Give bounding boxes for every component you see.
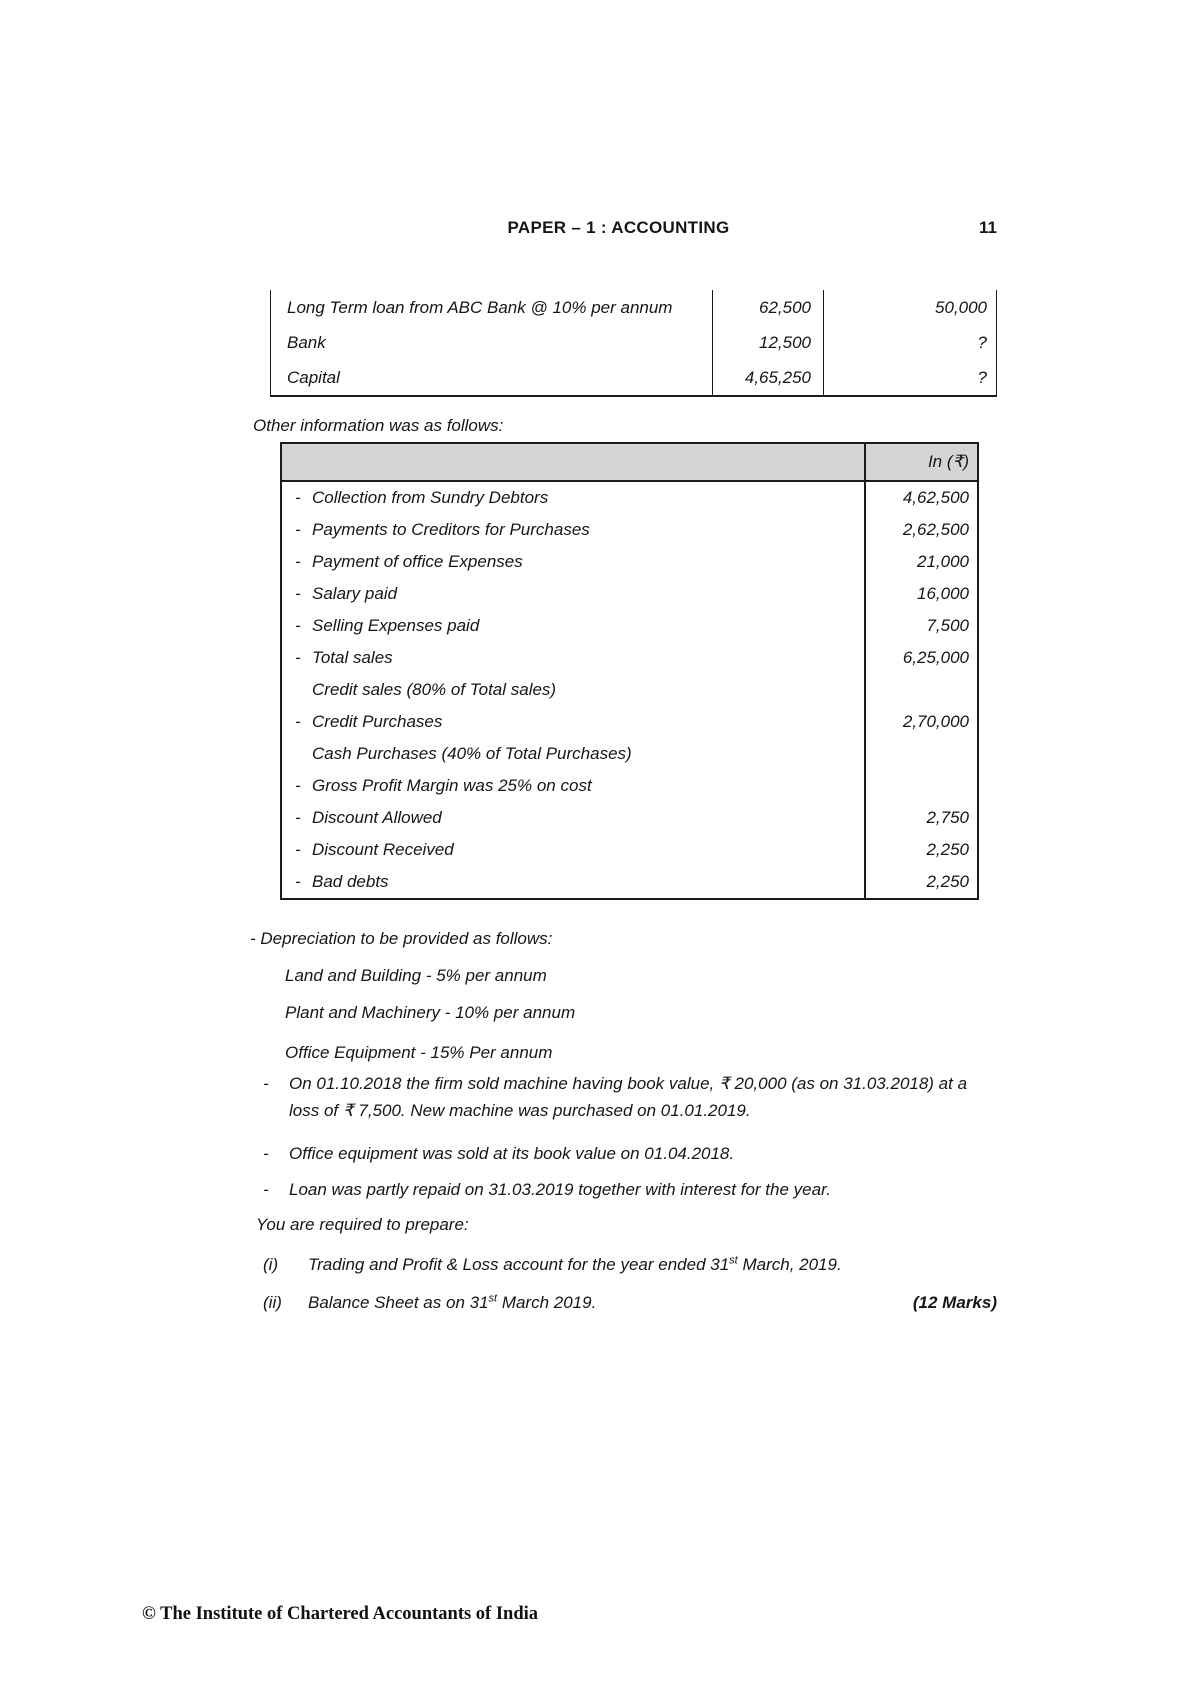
other-information-table [280, 442, 979, 900]
row-amount: 7,500 [864, 610, 977, 642]
row-amount: 2,250 [864, 866, 977, 898]
row-amount: 21,000 [864, 546, 977, 578]
depreciation-heading: - Depreciation to be provided as follows: [250, 929, 553, 948]
table-row [282, 706, 977, 738]
balance-continuation-table [270, 290, 997, 397]
requirement-text [308, 1292, 913, 1313]
table-row [282, 514, 977, 546]
bullet-text: Office equipment was sold at its book value on 01.04.2018. [289, 1144, 735, 1163]
table-row [282, 802, 977, 834]
row-amount [864, 674, 977, 706]
table-row [282, 834, 977, 866]
requirement-item [263, 1292, 997, 1313]
row-label [282, 514, 864, 546]
row-dash: - [295, 648, 301, 667]
row-label [282, 738, 864, 770]
row-label [282, 546, 864, 578]
row-label-text: Total sales [312, 648, 393, 667]
note-bullet [263, 1140, 990, 1167]
row-amount-2: ? [823, 325, 997, 360]
row-amount: 4,62,500 [864, 482, 977, 514]
row-amount-1: 12,500 [712, 325, 823, 360]
table-row [282, 546, 977, 578]
requirement-number: (i) [263, 1255, 279, 1274]
depreciation-item: Plant and Machinery - 10% per annum [285, 1003, 576, 1022]
requirement-number: (ii) [263, 1293, 282, 1312]
row-label [282, 834, 864, 866]
note-bullet [263, 1070, 990, 1124]
bullet-dash: - [263, 1144, 269, 1163]
row-dash: - [295, 552, 301, 571]
row-amount: 2,750 [864, 802, 977, 834]
row-label [282, 770, 864, 802]
footer-copyright: © The Institute of Chartered Accountants of India [142, 1604, 539, 1624]
row-label [282, 866, 864, 898]
row-amount: 2,70,000 [864, 706, 977, 738]
table-row [282, 770, 977, 802]
row-dash: - [295, 616, 301, 635]
row-label-text: Bad debts [312, 872, 389, 891]
bullet-dash: - [263, 1180, 269, 1199]
table-row [282, 610, 977, 642]
requirement-text-post: March, 2019. [737, 1255, 842, 1274]
ordinal-suffix: st [488, 1292, 498, 1305]
page-number: 11 [979, 218, 997, 237]
requirement-text-pre: Balance Sheet as on 31 [308, 1293, 489, 1312]
row-label [282, 578, 864, 610]
requirement-intro: You are required to prepare: [256, 1215, 469, 1234]
row-dash: - [295, 840, 301, 859]
table-row [282, 738, 977, 770]
row-label-text: Salary paid [312, 584, 398, 603]
row-label-text: Discount Allowed [312, 808, 442, 827]
row-label-text: Selling Expenses paid [312, 616, 480, 635]
requirement-text-post: March 2019. [497, 1293, 597, 1312]
row-label-text: Gross Profit Margin was 25% on cost [312, 776, 592, 795]
row-label-text: Discount Received [312, 840, 454, 859]
other-information-intro: Other information was as follows: [253, 416, 504, 435]
row-label-text: Cash Purchases (40% of Total Purchases) [312, 744, 632, 763]
row-dash: - [295, 808, 301, 827]
page-title: PAPER – 1 : ACCOUNTING [507, 218, 730, 237]
bullet-text: Loan was partly repaid on 31.03.2019 together with interest for the year. [289, 1180, 831, 1199]
row-label-text: Credit sales (80% of Total sales) [312, 680, 557, 699]
marks-label: (12 Marks) [912, 1293, 997, 1312]
header-label-cell [282, 444, 864, 480]
table-header-row [282, 444, 977, 482]
row-label [282, 610, 864, 642]
table-row [282, 642, 977, 674]
ordinal-suffix: st [729, 1254, 738, 1267]
note-bullet [263, 1176, 990, 1203]
row-amount-2: 50,000 [823, 290, 997, 325]
row-label-text: Payments to Creditors for Purchases [312, 520, 590, 539]
table-row [282, 482, 977, 514]
row-label-text: Credit Purchases [312, 712, 443, 731]
row-amount-1: 62,500 [712, 290, 823, 325]
row-amount: 2,62,500 [864, 514, 977, 546]
table-row [270, 360, 997, 395]
row-amount: 6,25,000 [864, 642, 977, 674]
row-label-text: Collection from Sundry Debtors [312, 488, 549, 507]
row-amount [864, 738, 977, 770]
table-row [282, 674, 977, 706]
row-dash: - [295, 520, 301, 539]
row-label-text: Payment of office Expenses [312, 552, 523, 571]
row-amount: 2,250 [864, 834, 977, 866]
table-row [282, 578, 977, 610]
header-amount-cell: In (₹) [864, 444, 977, 480]
row-label [282, 482, 864, 514]
requirement-text [308, 1254, 997, 1275]
row-label: Long Term loan from ABC Bank @ 10% per annum [270, 290, 712, 325]
table-row [270, 325, 997, 360]
bullet-dash: - [263, 1074, 269, 1093]
row-amount [864, 770, 977, 802]
row-label [282, 802, 864, 834]
row-label: Bank [270, 325, 712, 360]
row-label: Capital [270, 360, 712, 395]
row-amount-1: 4,65,250 [712, 360, 823, 395]
row-label [282, 642, 864, 674]
row-dash: - [295, 872, 301, 891]
table-row [282, 866, 977, 898]
row-amount-2: ? [823, 360, 997, 395]
requirement-item [263, 1254, 997, 1275]
row-dash: - [295, 776, 301, 795]
row-dash: - [295, 584, 301, 603]
table-row [270, 290, 997, 325]
requirement-text-pre: Trading and Profit & Loss account for the year ended 31 [308, 1255, 730, 1274]
bullet-text: On 01.10.2018 the firm sold machine having book value, ₹ 20,000 (as on 31.03.2018) at a loss of ₹ 7,500. New machine was purchased on 01.01.2019. [289, 1074, 968, 1120]
row-label [282, 706, 864, 738]
row-dash: - [295, 488, 301, 507]
document-header [240, 218, 997, 242]
row-amount: 16,000 [864, 578, 977, 610]
row-dash: - [295, 712, 301, 731]
row-label [282, 674, 864, 706]
depreciation-item: Office Equipment - 15% Per annum [285, 1043, 553, 1062]
depreciation-item: Land and Building - 5% per annum [285, 966, 547, 985]
